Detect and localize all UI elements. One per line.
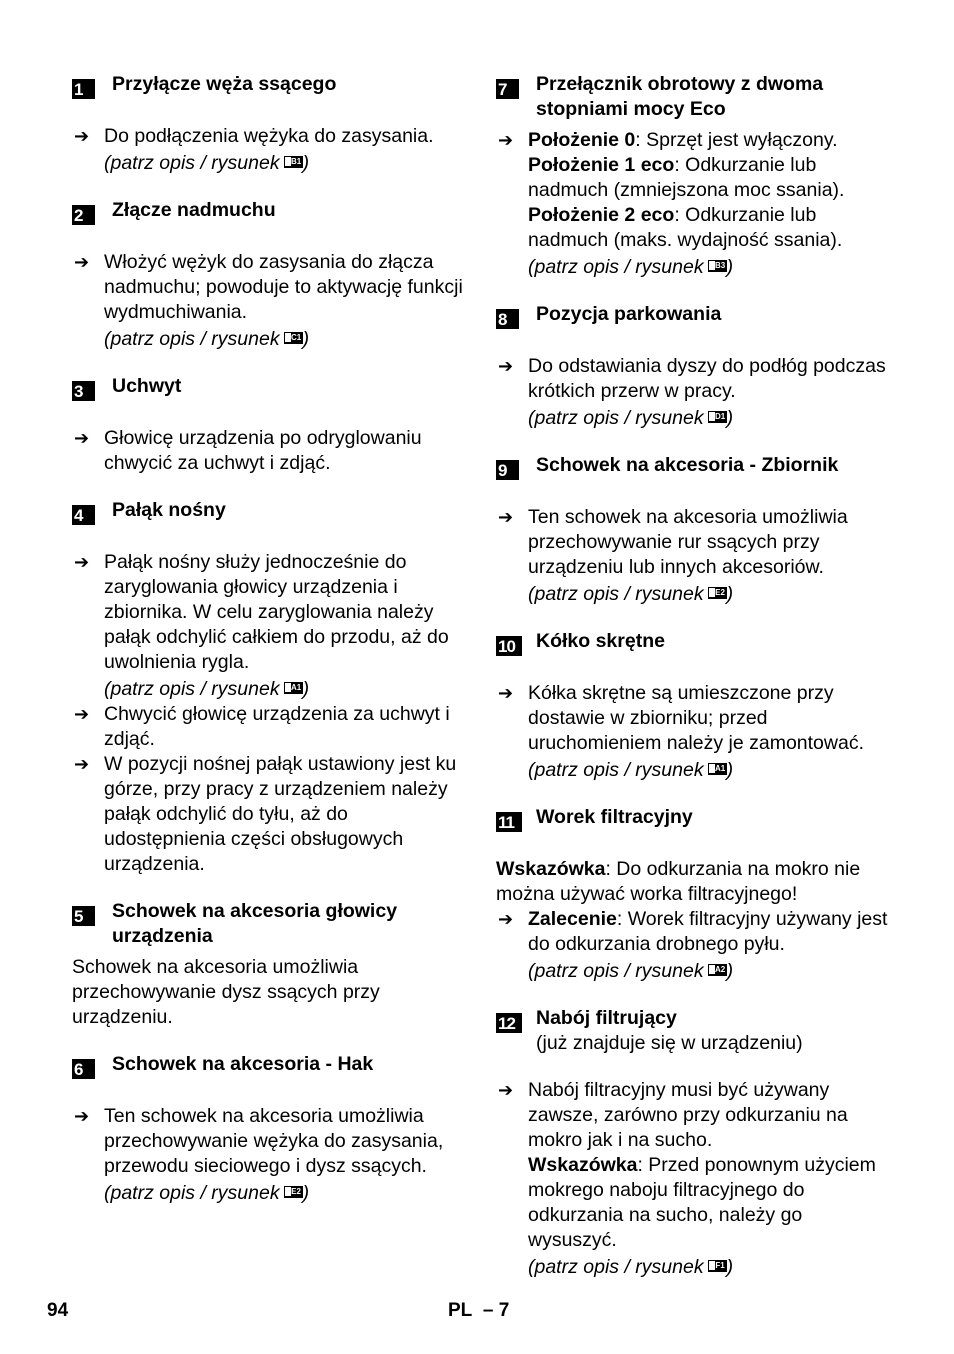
figure-reference: (patrz opis / rysunek A1)	[528, 759, 734, 781]
instruction	[72, 124, 464, 176]
figure-reference: (patrz opis / rysunek D1)	[528, 407, 734, 429]
arrow-right-icon: ➔	[74, 704, 90, 724]
figure-reference: (patrz opis / rysunek A2)	[528, 960, 734, 982]
section-heading	[496, 302, 892, 327]
figure-reference: (patrz opis / rysunek F1)	[528, 1256, 734, 1278]
section-text: Schowek na akcesoria umożliwia przechowywanie dysz ssących przy urządzeniu.	[72, 956, 380, 1028]
instruction	[496, 354, 892, 431]
section-heading	[72, 498, 464, 523]
section-title: Pozycja parkowania	[536, 303, 722, 325]
arrow-right-icon: ➔	[74, 428, 90, 448]
arrow-right-icon: ➔	[498, 1080, 514, 1100]
note-text: Wskazówka: Przed ponownym użyciem mokrego naboju filtracyjnego do odkurzania na sucho, należy go wysuszyć.	[528, 1154, 876, 1251]
instruction-text: Ten schowek na akcesoria umożliwia przechowywanie wężyka do zasysania, przewodu sieciowego i dysz ssących.	[104, 1105, 444, 1177]
instruction-text: Położenie 0: Sprzęt jest wyłączony.	[528, 129, 838, 151]
instruction-text: Zalecenie: Worek filtracyjny używany jest do odkurzania drobnego pyłu.	[528, 908, 888, 955]
arrow-right-icon: ➔	[498, 130, 514, 150]
arrow-right-icon: ➔	[74, 552, 90, 572]
figure-badge-icon: C1	[284, 332, 303, 344]
right-column	[496, 72, 892, 1302]
section-heading	[72, 198, 464, 223]
section-5	[72, 899, 464, 1030]
arrow-right-icon: ➔	[74, 1106, 90, 1126]
section-10	[496, 629, 892, 783]
section-heading	[72, 899, 464, 949]
instruction	[72, 250, 464, 352]
section-number: 10	[496, 636, 522, 656]
arrow-right-icon: ➔	[498, 683, 514, 703]
instruction	[496, 681, 892, 783]
section-title: Przełącznik obrotowy z dwoma stopniami mocy Eco	[536, 73, 824, 120]
section-4	[72, 498, 464, 877]
instruction-text: Nabój filtracyjny musi być używany zawsze, zarówno przy odkurzaniu na mokro jak i na sucho.	[528, 1079, 848, 1151]
figure-reference: (patrz opis / rysunek B3)	[528, 256, 734, 278]
instruction-text: Pałąk nośny służy jednocześnie do zaryglowania głowicy urządzenia i zbiornika. W celu zaryglowania należy pałąk odchylić całkiem do przodu, aż do uwolnienia rygla.	[104, 551, 449, 673]
instruction	[496, 128, 892, 280]
instruction-text: Położenie 2 eco: Odkurzanie lub nadmuch (maks. wydajność ssania).	[528, 204, 843, 251]
section-title: Worek filtracyjny	[536, 806, 693, 828]
section-8	[496, 302, 892, 431]
instruction	[496, 907, 892, 984]
figure-reference: (patrz opis / rysunek A1)	[104, 678, 310, 700]
instruction-text: Chwycić głowicę urządzenia za uchwyt i zdjąć.	[104, 703, 450, 750]
section-heading	[72, 72, 464, 97]
section-number: 2	[72, 205, 95, 225]
instruction	[496, 1078, 892, 1280]
section-number: 11	[496, 812, 522, 832]
section-9	[496, 453, 892, 607]
section-heading	[496, 629, 892, 654]
section-number: 7	[496, 79, 519, 99]
instruction	[72, 1104, 464, 1206]
footer-language-page: PL – 7	[448, 1300, 510, 1321]
figure-badge-icon: B3	[708, 260, 727, 272]
section-subtitle: (już znajduje się w urządzeniu)	[536, 1032, 803, 1054]
figure-badge-icon: E2	[708, 587, 727, 599]
instruction-text: Położenie 1 eco: Odkurzanie lub nadmuch (zmniejszona moc ssania).	[528, 154, 845, 201]
section-number: 1	[72, 79, 95, 99]
instruction-text: Do podłączenia wężyka do zasysania.	[104, 125, 434, 147]
section-number: 12	[496, 1013, 522, 1033]
instruction-text: Kółka skrętne są umieszczone przy dostawie w zbiorniku; przed uruchomieniem należy je zamontować.	[528, 682, 864, 754]
section-title: Schowek na akcesoria głowicy urządzenia	[112, 900, 398, 947]
figure-reference: (patrz opis / rysunek E2)	[528, 583, 734, 605]
section-title: Kółko skrętne	[536, 630, 665, 652]
section-2	[72, 198, 464, 352]
arrow-right-icon: ➔	[498, 909, 514, 929]
section-11	[496, 805, 892, 984]
section-heading	[72, 374, 464, 399]
figure-reference: (patrz opis / rysunek C1)	[104, 328, 310, 350]
figure-badge-icon: D1	[708, 411, 727, 423]
instruction-text: Ten schowek na akcesoria umożliwia przechowywanie rur ssących przy urządzeniu lub innych akcesoriów.	[528, 506, 848, 578]
section-heading	[496, 72, 892, 122]
figure-badge-icon: F1	[708, 1260, 727, 1272]
section-number: 5	[72, 906, 95, 926]
section-6	[72, 1052, 464, 1206]
section-12	[496, 1006, 892, 1280]
instruction-text: W pozycji nośnej pałąk ustawiony jest ku górze, przy pracy z urządzeniem należy pałąk odchylić do tyłu, aż do udostępnienia części obsługowych urządzenia.	[104, 753, 457, 875]
page-number: 94	[47, 1300, 69, 1321]
arrow-right-icon: ➔	[498, 356, 514, 376]
figure-badge-icon: A1	[708, 763, 727, 775]
section-1	[72, 72, 464, 176]
arrow-right-icon: ➔	[74, 252, 90, 272]
figure-reference: (patrz opis / rysunek E2)	[104, 1182, 310, 1204]
note-text: Wskazówka: Do odkurzania na mokro nie można używać worka filtracyjnego!	[496, 858, 861, 905]
figure-badge-icon: E2	[284, 1186, 303, 1198]
section-title: Złącze nadmuchu	[112, 199, 276, 221]
section-number: 8	[496, 309, 519, 329]
instruction	[72, 752, 464, 877]
figure-badge-icon: B1	[284, 156, 303, 168]
instruction	[496, 505, 892, 607]
instruction	[72, 702, 464, 752]
section-title: Nabój filtrujący	[536, 1007, 677, 1029]
section-heading	[72, 1052, 464, 1077]
section-number: 9	[496, 460, 519, 480]
instruction	[72, 550, 464, 702]
instruction-text: Do odstawiania dyszy do podłóg podczas krótkich przerw w pracy.	[528, 355, 886, 402]
section-title: Schowek na akcesoria - Hak	[112, 1053, 374, 1075]
section-number: 6	[72, 1059, 95, 1079]
instruction	[72, 426, 464, 476]
figure-badge-icon: A1	[284, 682, 303, 694]
section-number: 3	[72, 381, 95, 401]
arrow-right-icon: ➔	[74, 754, 90, 774]
section-7	[496, 72, 892, 280]
left-column	[72, 72, 464, 1228]
section-heading	[496, 453, 892, 478]
figure-badge-icon: A2	[708, 964, 727, 976]
section-title: Przyłącze węża ssącego	[112, 73, 337, 95]
arrow-right-icon: ➔	[498, 507, 514, 527]
arrow-right-icon: ➔	[74, 126, 90, 146]
section-title: Pałąk nośny	[112, 499, 226, 521]
section-heading	[496, 805, 892, 830]
section-title: Uchwyt	[112, 375, 182, 397]
section-title: Schowek na akcesoria - Zbiornik	[536, 454, 839, 476]
instruction-text: Głowicę urządzenia po odryglowaniu chwycić za uchwyt i zdjąć.	[104, 427, 422, 474]
section-heading	[496, 1006, 892, 1056]
section-3	[72, 374, 464, 476]
figure-reference: (patrz opis / rysunek B1)	[104, 152, 310, 174]
section-number: 4	[72, 505, 95, 525]
instruction-text: Włożyć wężyk do zasysania do złącza nadmuchu; powoduje to aktywację funkcji wydmuchiwania.	[104, 251, 463, 323]
